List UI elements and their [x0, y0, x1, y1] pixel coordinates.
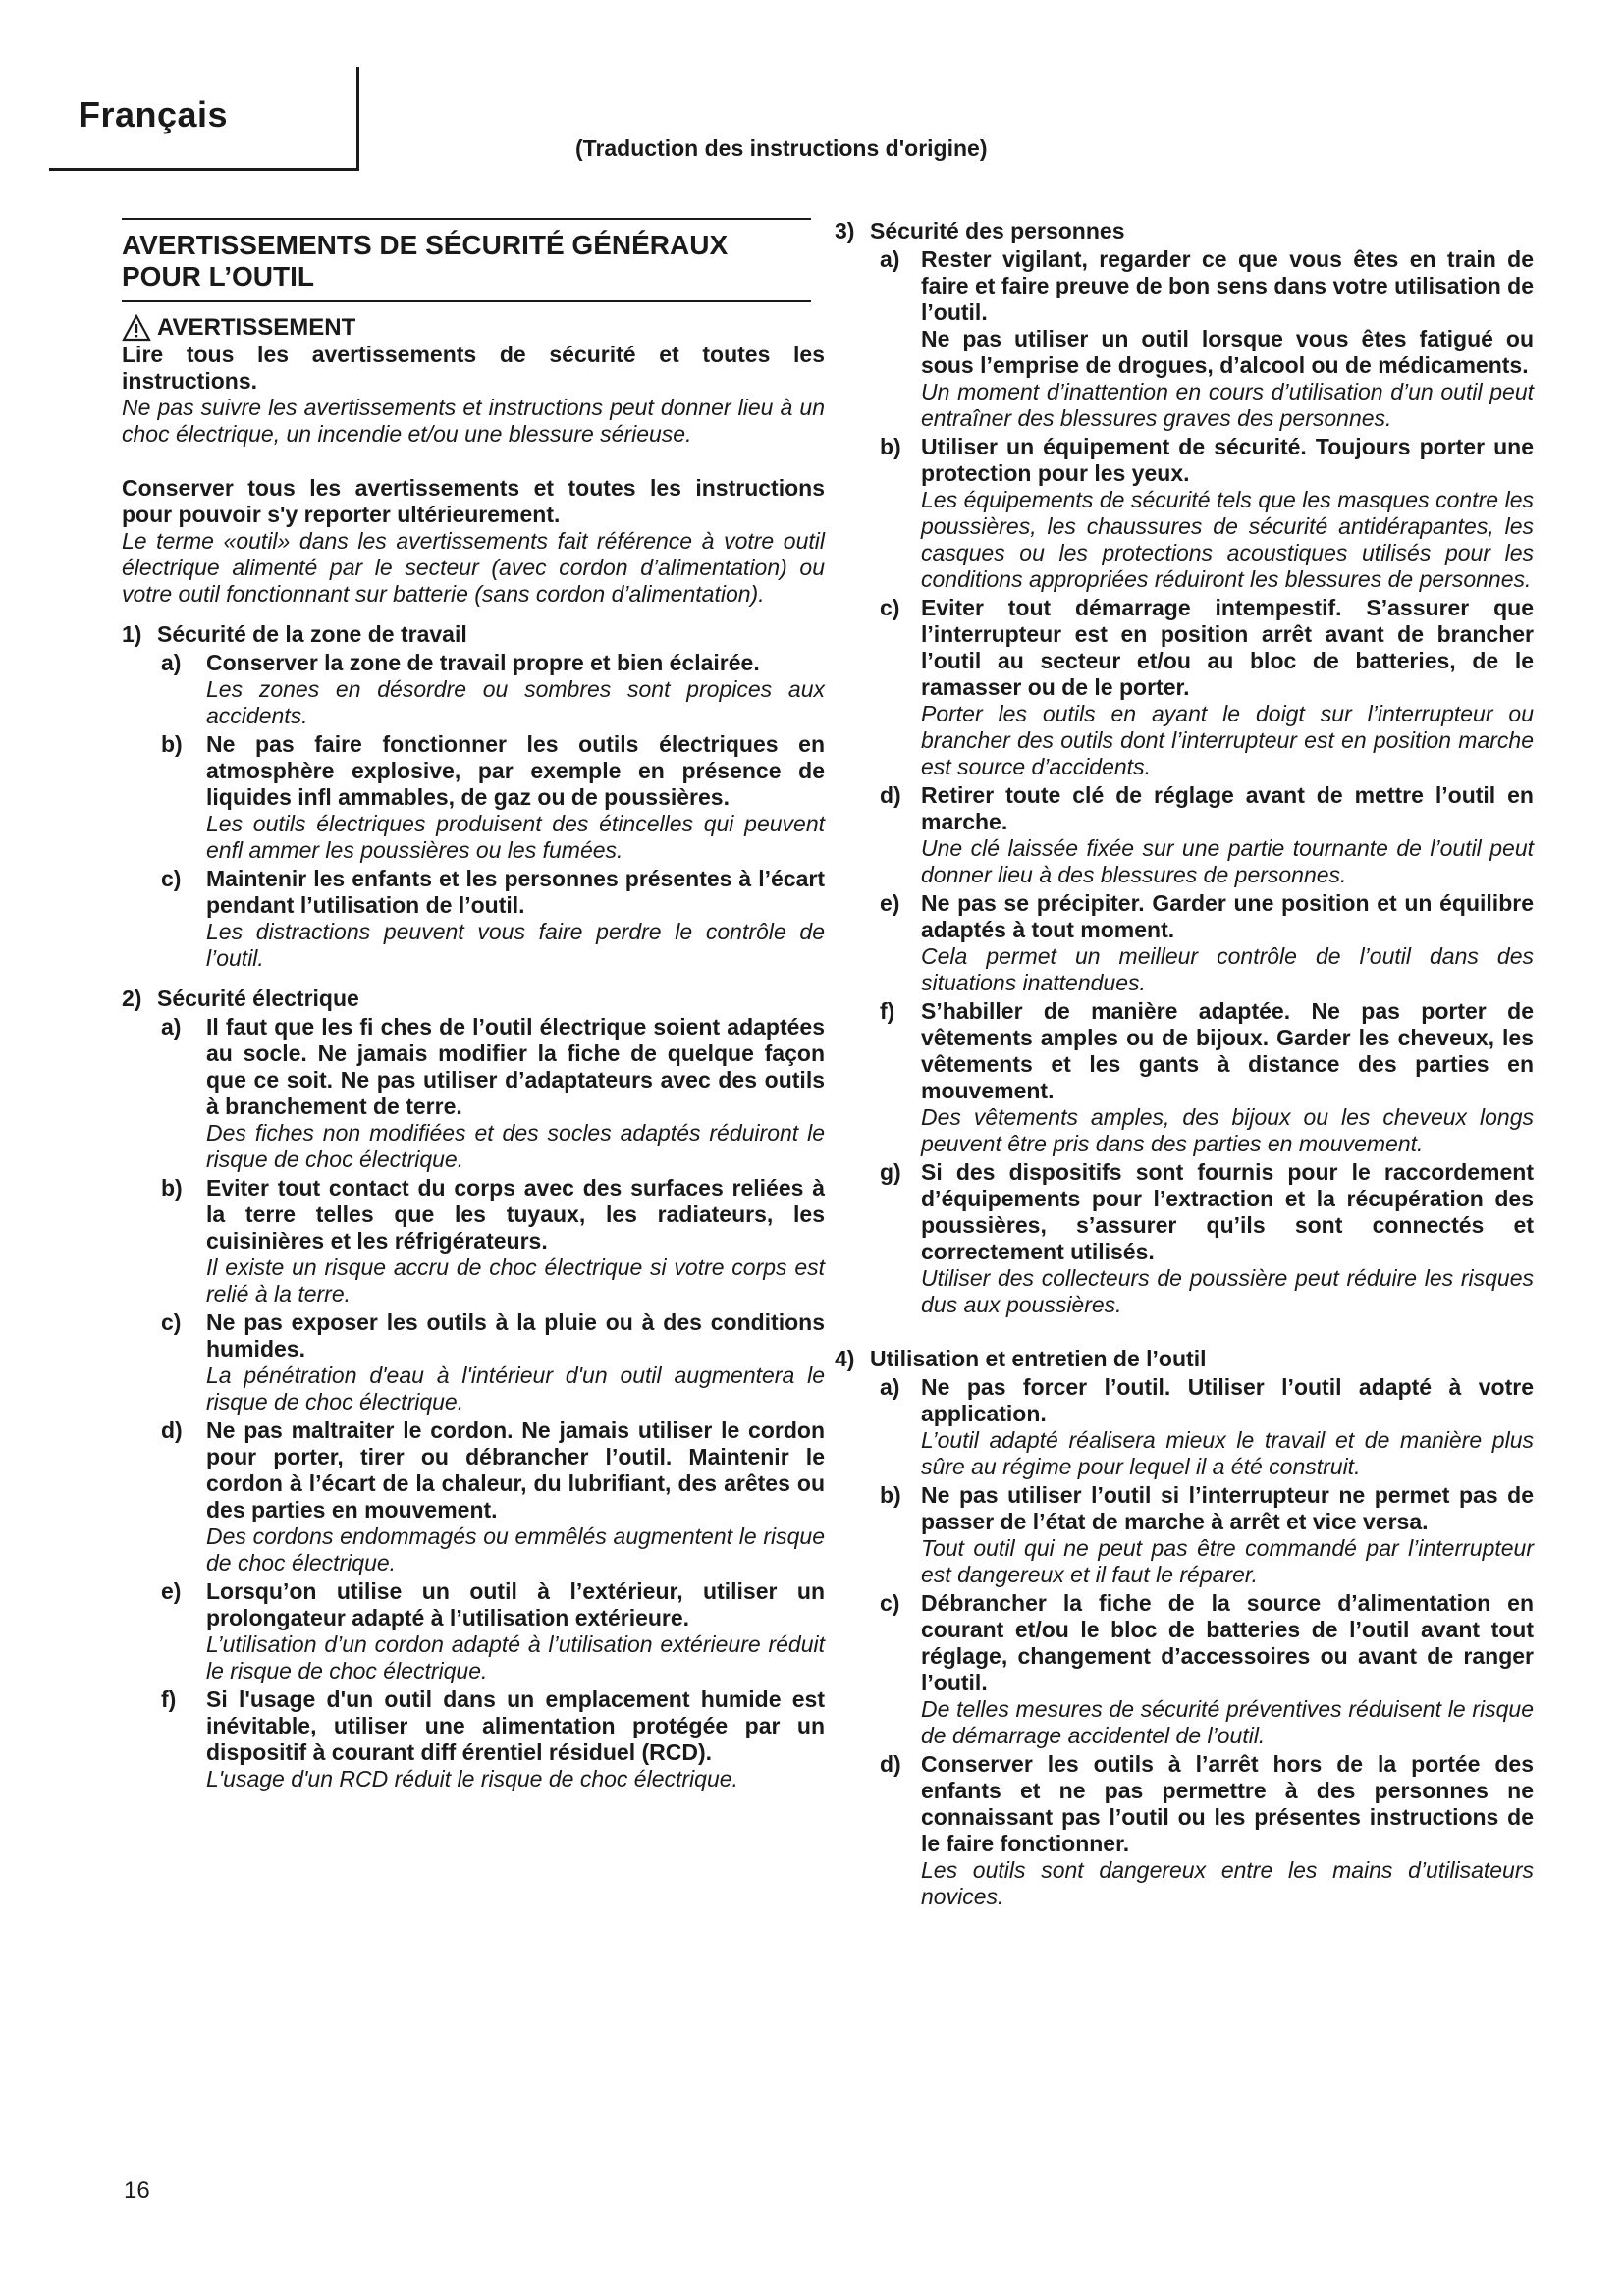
- conserve-instructions: Conserver tous les avertissements et toutes les instructions pour pouvoir s'y reporter ultérieurement.: [122, 475, 825, 527]
- list-item: [161, 731, 825, 864]
- item-label: a): [880, 246, 900, 272]
- item-explanation: Porter les outils en ayant le doigt sur l’interrupteur ou brancher des outils dont l’interrupteur est en position marche est source d’accidents.: [921, 701, 1534, 779]
- list-item: [880, 1590, 1534, 1749]
- section-2-heading: [122, 986, 825, 1012]
- list-item: [161, 1309, 825, 1415]
- section-3-heading: [835, 218, 1534, 244]
- item-explanation: Des vêtements amples, des bijoux ou les cheveux longs peuvent être pris dans des parties en mouvement.: [921, 1104, 1534, 1156]
- section-name: Sécurité des personnes: [870, 218, 1125, 243]
- item-instruction: Lorsqu’on utilise un outil à l’extérieur, utiliser un prolongateur adapté à l’utilisation extérieure.: [206, 1578, 825, 1630]
- item-explanation: La pénétration d'eau à l'intérieur d'un outil augmentera le risque de choc électrique.: [206, 1362, 825, 1415]
- item-label: f): [880, 998, 895, 1024]
- list-item: [161, 1686, 825, 1792]
- tool-definition: Le terme «outil» dans les avertissements fait référence à votre outil électrique alimenté par le secteur (avec cordon d’alimentation) ou votre outil fonctionnant sur batterie (sans cordon d’alimentation).: [122, 528, 825, 607]
- item-label: c): [161, 1309, 182, 1335]
- item-instruction: Conserver les outils à l’arrêt hors de la portée des enfants et ne pas permettre à des personnes ne connaissant pas l’outil ou les présentes instructions de le faire fonctionner.: [921, 1751, 1534, 1856]
- warning-consequence: Ne pas suivre les avertissements et instructions peut donner lieu à un choc électrique, un incendie et/ou une blessure sérieuse.: [122, 395, 825, 447]
- list-item: [880, 434, 1534, 593]
- warning-triangle-icon: [122, 314, 151, 342]
- section-number: 4): [835, 1346, 855, 1371]
- item-label: e): [880, 890, 900, 916]
- item-label: c): [880, 595, 900, 620]
- item-explanation: Les outils sont dangereux entre les mains d’utilisateurs novices.: [921, 1857, 1534, 1909]
- list-item: [880, 246, 1534, 432]
- item-instruction: Eviter tout contact du corps avec des surfaces reliées à la terre telles que les tuyaux, les radiateurs, les cuisinières et les réfrigérateurs.: [206, 1175, 825, 1254]
- list-item: [161, 1014, 825, 1173]
- item-label: b): [161, 731, 183, 757]
- item-label: b): [880, 434, 901, 459]
- section-title: AVERTISSEMENTS DE SÉCURITÉ GÉNÉRAUX POUR L’OUTIL: [122, 218, 811, 302]
- item-explanation: Les outils électriques produisent des étincelles qui peuvent enfl ammer les poussières ou les fumées.: [206, 811, 825, 863]
- list-item: [880, 1159, 1534, 1318]
- item-label: d): [880, 1751, 901, 1777]
- item-instruction: Si des dispositifs sont fournis pour le raccordement d’équipements pour l’extraction et la récupération des poussières, s’assurer qu’ils sont connectés et correctement utilisés.: [921, 1159, 1534, 1264]
- item-label: b): [161, 1175, 183, 1201]
- item-explanation: Tout outil qui ne peut pas être commandé par l’interrupteur est dangereux et il faut le réparer.: [921, 1535, 1534, 1587]
- item-explanation: Un moment d’inattention en cours d’utilisation d’un outil peut entraîner des blessures graves des personnes.: [921, 379, 1534, 431]
- warning-label: AVERTISSEMENT: [157, 314, 356, 341]
- item-instruction: Ne pas forcer l’outil. Utiliser l’outil adapté à votre application.: [921, 1374, 1534, 1426]
- item-explanation: L'usage d'un RCD réduit le risque de choc électrique.: [206, 1766, 738, 1791]
- item-explanation: Les zones en désordre ou sombres sont propices aux accidents.: [206, 676, 825, 728]
- item-label: a): [880, 1374, 900, 1400]
- left-column: [122, 218, 825, 1792]
- language-label: Français: [79, 94, 229, 134]
- list-item: [880, 595, 1534, 780]
- item-explanation: Les distractions peuvent vous faire perdre le contrôle de l’outil.: [206, 919, 825, 971]
- list-item: [161, 1578, 825, 1684]
- item-label: c): [161, 866, 182, 891]
- item-explanation: Il existe un risque accru de choc électrique si votre corps est relié à la terre.: [206, 1255, 825, 1307]
- item-explanation: L’utilisation d’un cordon adapté à l’utilisation extérieure réduit le risque de choc électrique.: [206, 1631, 825, 1683]
- list-item: [880, 1374, 1534, 1480]
- list-item: [880, 1482, 1534, 1588]
- item-explanation: Utiliser des collecteurs de poussière peut réduire les risques dus aux poussières.: [921, 1265, 1534, 1317]
- section-name: Sécurité électrique: [157, 986, 359, 1011]
- section-number: 3): [835, 218, 855, 243]
- list-item: [880, 890, 1534, 996]
- item-explanation: De telles mesures de sécurité préventives réduisent le risque de démarrage accidentel de l’outil.: [921, 1696, 1534, 1748]
- section-number: 1): [122, 621, 142, 647]
- item-instruction: Débrancher la fiche de la source d’alimentation en courant et/ou le bloc de batteries de l’outil avant tout réglage, changement d’accessoires ou avant de ranger l’outil.: [921, 1590, 1534, 1695]
- item-explanation: Cela permet un meilleur contrôle de l’outil dans des situations inattendues.: [921, 943, 1534, 995]
- item-label: f): [161, 1686, 177, 1712]
- page-number: 16: [124, 2177, 150, 2204]
- item-label: c): [880, 1590, 900, 1616]
- item-explanation: Des cordons endommagés ou emmêlés augmentent le risque de choc électrique.: [206, 1523, 825, 1575]
- list-item: [161, 650, 825, 729]
- list-item: [161, 866, 825, 972]
- item-explanation: L’outil adapté réalisera mieux le travail et de manière plus sûre au régime pour lequel il a été construit.: [921, 1427, 1534, 1479]
- item-explanation: Des fiches non modifiées et des socles adaptés réduiront le risque de choc électrique.: [206, 1120, 825, 1172]
- item-explanation: Les équipements de sécurité tels que les masques contre les poussières, les chaussures de sécurité antidérapantes, les casques ou les protections acoustiques utilisés pour les conditions appropriées réduiront les blessures de personnes.: [921, 487, 1534, 592]
- item-instruction: S’habiller de manière adaptée. Ne pas porter de vêtements amples ou de bijoux. Garder les cheveux, les vêtements et les gants à distance des parties en mouvement.: [921, 998, 1534, 1103]
- item-label: g): [880, 1159, 901, 1185]
- item-instruction: Ne pas utiliser l’outil si l’interrupteur ne permet pas de passer de l’état de marche à arrêt et vice versa.: [921, 1482, 1534, 1534]
- item-instruction: Retirer toute clé de réglage avant de mettre l’outil en marche.: [921, 782, 1534, 834]
- item-instruction: Ne pas faire fonctionner les outils électriques en atmosphère explosive, par exemple en présence de liquides infl ammables, de gaz ou de poussières.: [206, 731, 825, 810]
- item-instruction: Conserver la zone de travail propre et bien éclairée.: [206, 650, 760, 675]
- item-label: d): [161, 1417, 183, 1443]
- item-instruction: Ne pas maltraiter le cordon. Ne jamais utiliser le cordon pour porter, tirer ou débrancher l’outil. Maintenir le cordon à l’écart de la chaleur, du lubrifiant, des arêtes ou des parties en mouvement.: [206, 1417, 825, 1522]
- item-label: d): [880, 782, 901, 808]
- item-instruction: Rester vigilant, regarder ce que vous êtes en train de faire et faire preuve de bon sens dans votre utilisation de l’outil.: [921, 246, 1534, 325]
- item-instruction: Si l'usage d'un outil dans un emplacement humide est inévitable, utiliser une alimentation protégée par un dispositif à courant diff érentiel résiduel (RCD).: [206, 1686, 825, 1765]
- list-item: [880, 1751, 1534, 1910]
- warning-read-instructions: Lire tous les avertissements de sécurité et toutes les instructions.: [122, 342, 825, 394]
- item-instruction: Eviter tout démarrage intempestif. S’assurer que l’interrupteur est en position arrêt avant de brancher l’outil au secteur et/ou au bloc de batteries, de le ramasser ou de le porter.: [921, 595, 1534, 700]
- section-number: 2): [122, 986, 142, 1011]
- item-label: a): [161, 1014, 182, 1040]
- item-instruction: Maintenir les enfants et les personnes présentes à l’écart pendant l’utilisation de l’outil.: [206, 866, 825, 918]
- section-1-heading: [122, 621, 825, 648]
- list-item: [161, 1175, 825, 1308]
- list-item: [880, 782, 1534, 888]
- list-item: [880, 998, 1534, 1157]
- item-label: e): [161, 1578, 182, 1604]
- item-explanation: Une clé laissée fixée sur une partie tournante de l’outil peut donner lieu à des blessures de personnes.: [921, 835, 1534, 887]
- item-label: b): [880, 1482, 901, 1508]
- translation-note: (Traduction des instructions d'origine): [575, 135, 988, 161]
- item-instruction-2: Ne pas utiliser un outil lorsque vous êtes fatigué ou sous l’emprise de drogues, d’alcool ou de médicaments.: [921, 326, 1534, 378]
- section-name: Sécurité de la zone de travail: [157, 621, 467, 647]
- list-item: [161, 1417, 825, 1576]
- item-instruction: Ne pas exposer les outils à la pluie ou à des conditions humides.: [206, 1309, 825, 1362]
- section-4-heading: [835, 1346, 1534, 1372]
- right-column: [835, 218, 1534, 1910]
- item-instruction: Il faut que les fi ches de l’outil électrique soient adaptées au socle. Ne jamais modifier la fiche de quelque façon que ce soit. Ne pas utiliser d’adaptateurs avec des outils à branchement de terre.: [206, 1014, 825, 1119]
- item-label: a): [161, 650, 182, 675]
- item-instruction: Ne pas se précipiter. Garder une position et un équilibre adaptés à tout moment.: [921, 890, 1534, 942]
- warning-heading: [122, 314, 825, 342]
- item-instruction: Utiliser un équipement de sécurité. Toujours porter une protection pour les yeux.: [921, 434, 1534, 486]
- section-name: Utilisation et entretien de l’outil: [870, 1346, 1207, 1371]
